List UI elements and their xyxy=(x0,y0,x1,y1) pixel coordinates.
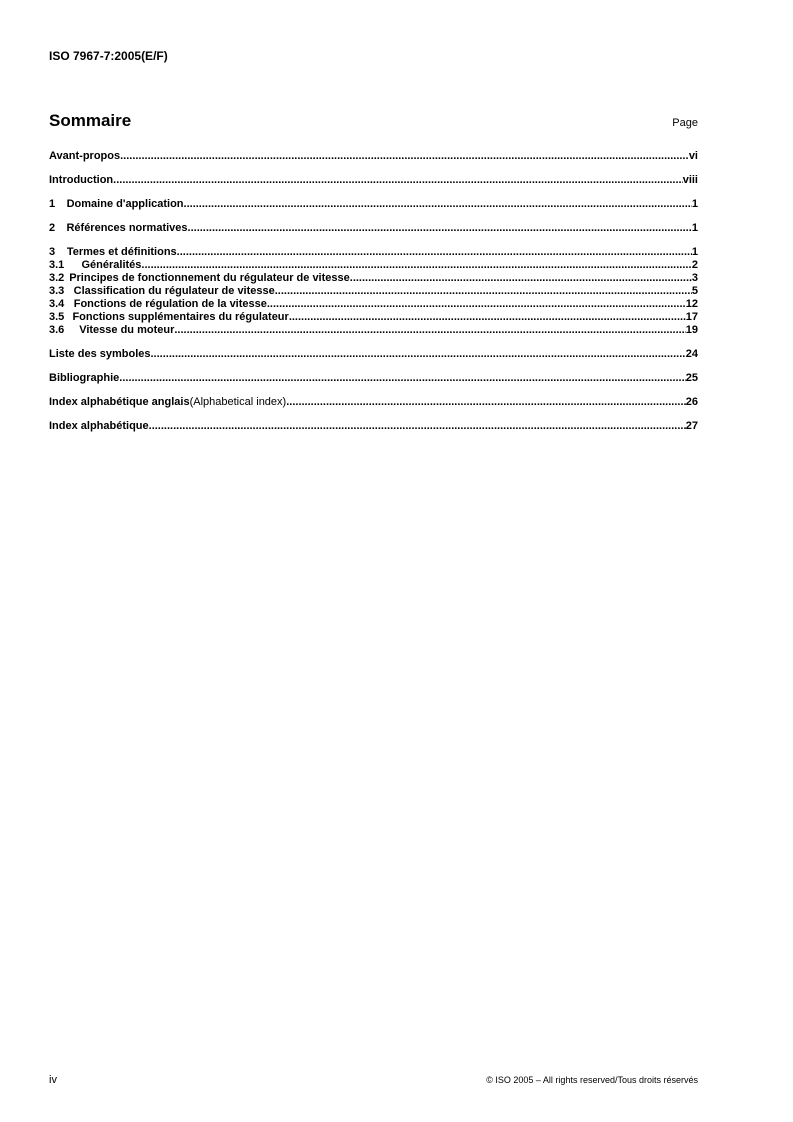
toc-entry-section-3-5[interactable] xyxy=(49,311,698,324)
toc-entry-label: Termes et définitions xyxy=(66,246,177,258)
toc-entry-label: Vitesse du moteur xyxy=(79,324,175,336)
toc-entry-section-3-1[interactable] xyxy=(49,259,698,272)
toc-entry-bibliographie[interactable] xyxy=(49,372,698,385)
toc-dot-leader xyxy=(286,396,686,409)
toc-entry-section-3-6[interactable] xyxy=(49,324,698,337)
toc-entry-section-3-4[interactable] xyxy=(49,298,698,311)
toc-dot-leader xyxy=(120,150,689,163)
toc-entry-avant-propos[interactable] xyxy=(49,150,698,163)
toc-entry-number: 3.1 xyxy=(49,259,65,271)
toc-dot-leader xyxy=(151,348,686,361)
toc-entry-number: 2 xyxy=(49,222,56,234)
toc-entry-page: 26 xyxy=(685,396,698,408)
table-of-contents xyxy=(49,150,698,433)
toc-dot-leader xyxy=(275,285,692,298)
toc-entry-label: Avant-propos xyxy=(49,150,121,162)
toc-dot-leader xyxy=(188,222,692,235)
toc-title-row xyxy=(49,111,698,131)
toc-entry-label: Index alphabétique anglais xyxy=(49,396,190,408)
toc-entry-number: 3.6 xyxy=(49,324,65,336)
toc-entry-page: 25 xyxy=(685,372,698,384)
toc-entry-number: 3.4 xyxy=(49,298,65,310)
toc-entry-liste-des-symboles[interactable] xyxy=(49,348,698,361)
toc-entry-page: 5 xyxy=(691,285,698,297)
toc-entry-page: 1 xyxy=(691,198,698,210)
toc-entry-page: 17 xyxy=(685,311,698,323)
toc-dot-leader xyxy=(350,272,692,285)
toc-entry-section-3-2[interactable] xyxy=(49,272,698,285)
document-id-header: ISO 7967-7:2005(E/F) xyxy=(49,49,168,63)
toc-entry-section-3-3[interactable] xyxy=(49,285,698,298)
toc-entry-section-2[interactable] xyxy=(49,222,698,235)
toc-dot-leader xyxy=(267,298,686,311)
footer-page-number: iv xyxy=(49,1074,57,1086)
toc-dot-leader xyxy=(174,324,685,337)
toc-dot-leader xyxy=(149,420,686,433)
toc-entry-label: Classification du régulateur de vitesse xyxy=(73,285,275,297)
toc-entry-label-suffix: (Alphabetical index) xyxy=(189,396,287,408)
toc-dot-leader xyxy=(177,246,692,259)
toc-dot-leader xyxy=(119,372,685,385)
toc-entry-number: 3 xyxy=(49,246,56,258)
toc-entry-page: 19 xyxy=(685,324,698,336)
toc-entry-number: 3.5 xyxy=(49,311,65,323)
toc-entry-index-anglais[interactable] xyxy=(49,396,698,409)
toc-entry-index-alphabetique[interactable] xyxy=(49,420,698,433)
toc-entry-label: Domaine d'application xyxy=(66,198,184,210)
toc-entry-page: 2 xyxy=(691,259,698,271)
toc-entry-page: 12 xyxy=(685,298,698,310)
toc-entry-label: Index alphabétique xyxy=(49,420,149,432)
footer-copyright: © ISO 2005 – All rights reserved/Tous droits réservés xyxy=(486,1075,698,1085)
toc-entry-number: 3.3 xyxy=(49,285,65,297)
toc-dot-leader xyxy=(141,259,691,272)
toc-dot-leader xyxy=(184,198,692,211)
toc-entry-section-1[interactable] xyxy=(49,198,698,211)
toc-entry-number: 1 xyxy=(49,198,56,210)
toc-entry-section-3[interactable] xyxy=(49,246,698,259)
toc-entry-page: 27 xyxy=(685,420,698,432)
toc-title: Sommaire xyxy=(49,111,132,130)
toc-entry-label: Généralités xyxy=(81,259,142,271)
toc-entry-page: 1 xyxy=(691,246,698,258)
toc-entry-page: vi xyxy=(688,150,698,162)
toc-entry-label: Introduction xyxy=(49,174,114,186)
toc-dot-leader xyxy=(289,311,686,324)
toc-entry-label: Fonctions supplémentaires du régulateur xyxy=(72,311,289,323)
toc-entry-page: 1 xyxy=(691,222,698,234)
toc-entry-label: Principes de fonctionnement du régulateur de vitesse xyxy=(69,272,350,284)
toc-entry-label: Bibliographie xyxy=(49,372,120,384)
toc-entry-number: 3.2 xyxy=(49,272,65,284)
toc-entry-label: Liste des symboles xyxy=(49,348,151,360)
toc-entry-page: 3 xyxy=(691,272,698,284)
toc-page-column-label: Page xyxy=(672,117,698,129)
toc-entry-page: 24 xyxy=(685,348,698,360)
toc-entry-introduction[interactable] xyxy=(49,174,698,187)
toc-entry-label: Références normatives xyxy=(66,222,188,234)
toc-entry-page: viii xyxy=(682,174,698,186)
toc-dot-leader xyxy=(113,174,683,187)
toc-entry-label: Fonctions de régulation de la vitesse xyxy=(73,298,267,310)
